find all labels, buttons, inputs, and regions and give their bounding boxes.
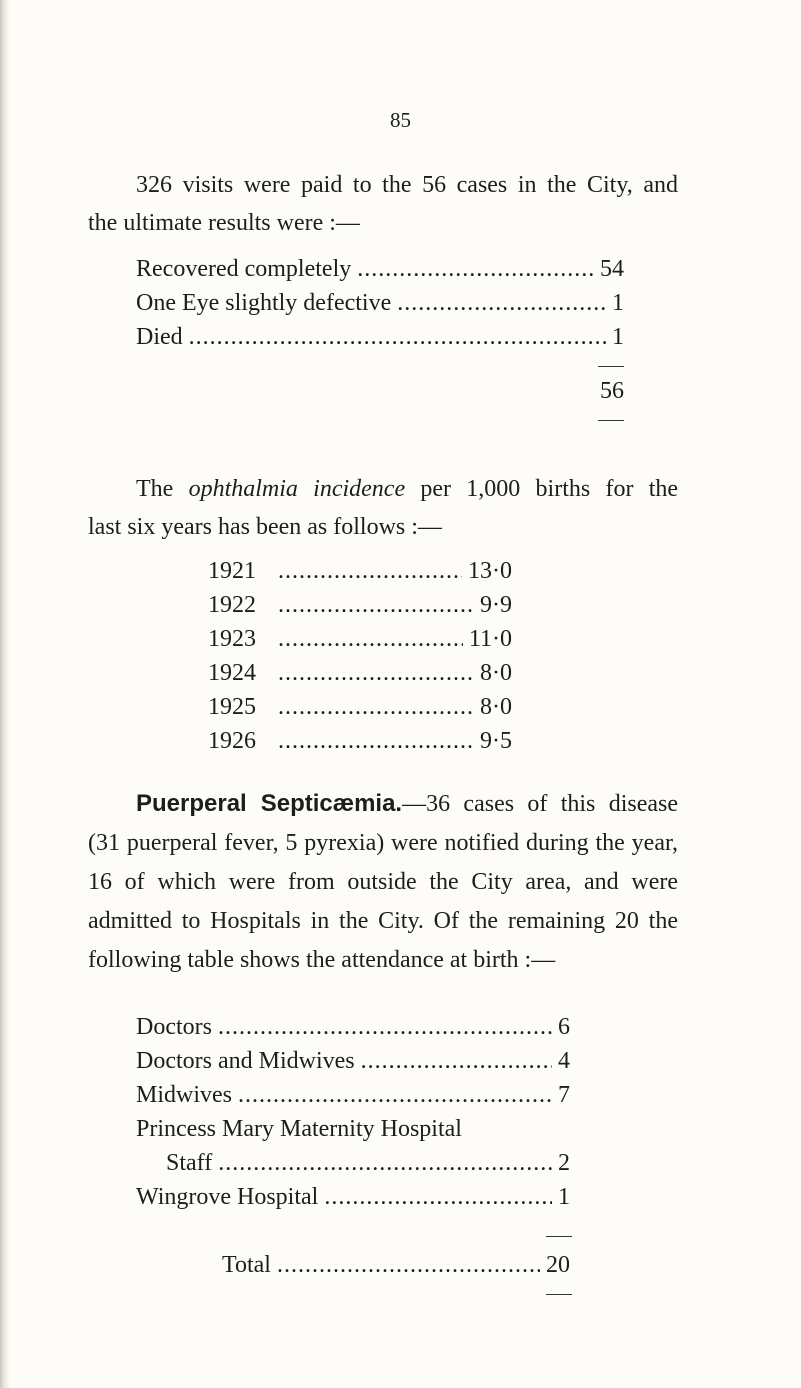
results-row: [136, 252, 624, 286]
sum-rule-bottom: [598, 420, 624, 421]
leader-dots: [278, 622, 463, 656]
intro-paragraph: [88, 166, 678, 242]
attendance-label: Princess Mary Maternity Hospital: [136, 1116, 462, 1142]
attendance-row: [136, 1180, 570, 1214]
year-row: [208, 554, 512, 588]
attendance-label: Wingrove Hospital: [136, 1184, 319, 1210]
attendance-label: Doctors: [136, 1014, 212, 1040]
year-row: [208, 622, 512, 656]
year-label: 1922: [208, 592, 256, 618]
results-total: 56: [600, 378, 624, 404]
leader-dots: [277, 1248, 540, 1282]
attendance-total-row: [222, 1248, 570, 1282]
year-label: 1926: [208, 728, 256, 754]
attendance-total-label: Total: [222, 1252, 271, 1278]
total-rule-bottom: [546, 1294, 572, 1295]
results-label: One Eye slightly defective: [136, 290, 392, 316]
attendance-label: Staff: [166, 1150, 213, 1176]
leader-dots: [361, 1044, 552, 1078]
leader-dots: [278, 554, 462, 588]
attendance-value: 6: [558, 1014, 570, 1040]
leader-dots: [218, 1146, 552, 1180]
puerperal-heading: Puerperal Septicæmia.: [136, 790, 403, 817]
leader-dots: [324, 1180, 552, 1214]
year-label: 1925: [208, 694, 256, 720]
incidence-line-1: [88, 470, 678, 508]
results-value: 54: [600, 256, 624, 282]
leader-dots: [189, 320, 606, 354]
incidence-italic: ophthalmia incidence: [188, 476, 406, 502]
attendance-label: Midwives: [136, 1082, 232, 1108]
attendance-value: 7: [558, 1082, 570, 1108]
year-rate: 9·5: [480, 728, 512, 754]
results-row: [136, 320, 624, 354]
attendance-total-value: 20: [546, 1252, 570, 1278]
results-label: Died: [136, 324, 183, 350]
leader-dots: [357, 252, 594, 286]
intro-line-1: 326 visits were paid to the 56 cases in the City, and: [136, 172, 678, 198]
page-number: 85: [390, 108, 411, 132]
results-value: 1: [612, 324, 624, 350]
leader-dots: [218, 1010, 552, 1044]
page-binding-edge: [0, 0, 10, 1388]
leader-dots: [278, 690, 474, 724]
year-rate: 13·0: [468, 558, 512, 584]
year-row: [208, 724, 512, 758]
attendance-row: [136, 1044, 570, 1078]
year-label: 1921: [208, 558, 256, 584]
intro-line-2: the ultimate results were :—: [88, 210, 360, 236]
attendance-value: 1: [558, 1184, 570, 1210]
incidence-post: per 1,000 births for the: [405, 476, 679, 502]
results-row: [136, 286, 624, 320]
year-rate: 8·0: [480, 660, 512, 686]
leader-dots: [278, 656, 474, 690]
attendance-row: [136, 1078, 570, 1112]
attendance-row: [136, 1146, 570, 1180]
results-label: Recovered completely: [136, 256, 352, 282]
year-row: [208, 588, 512, 622]
year-rate: 8·0: [480, 694, 512, 720]
year-row: [208, 690, 512, 724]
attendance-value: 4: [558, 1048, 570, 1074]
incidence-pre: The: [136, 476, 189, 502]
leader-dots: [278, 588, 474, 622]
leader-dots: [238, 1078, 552, 1112]
sum-rule-top: [598, 366, 624, 367]
year-rate: 11·0: [468, 626, 512, 652]
puerperal-text: [88, 784, 678, 980]
attendance-label: Doctors and Midwives: [136, 1048, 355, 1074]
leader-dots: [278, 724, 474, 758]
year-row: [208, 656, 512, 690]
results-value: 1: [612, 290, 624, 316]
incidence-paragraph: [88, 470, 678, 546]
year-label: 1923: [208, 626, 256, 652]
year-label: 1924: [208, 660, 256, 686]
attendance-row: [136, 1010, 570, 1044]
puerperal-paragraph: [88, 784, 678, 980]
attendance-value: 2: [558, 1150, 570, 1176]
leader-dots: [397, 286, 606, 320]
total-rule-top: [546, 1236, 572, 1237]
attendance-row-princess-mary: [136, 1112, 570, 1146]
year-rate: 9·9: [480, 592, 512, 618]
incidence-line-2: last six years has been as follows :—: [88, 514, 442, 540]
puerperal-body: —36 cases of this disease (31 puerperal fever, 5 pyrexia) were notified during the year, 16 of which were from outside the City area, and were admitted to Hospitals in the City. Of the remaining 20 the following table shows the attendance at birth :—: [88, 791, 679, 973]
